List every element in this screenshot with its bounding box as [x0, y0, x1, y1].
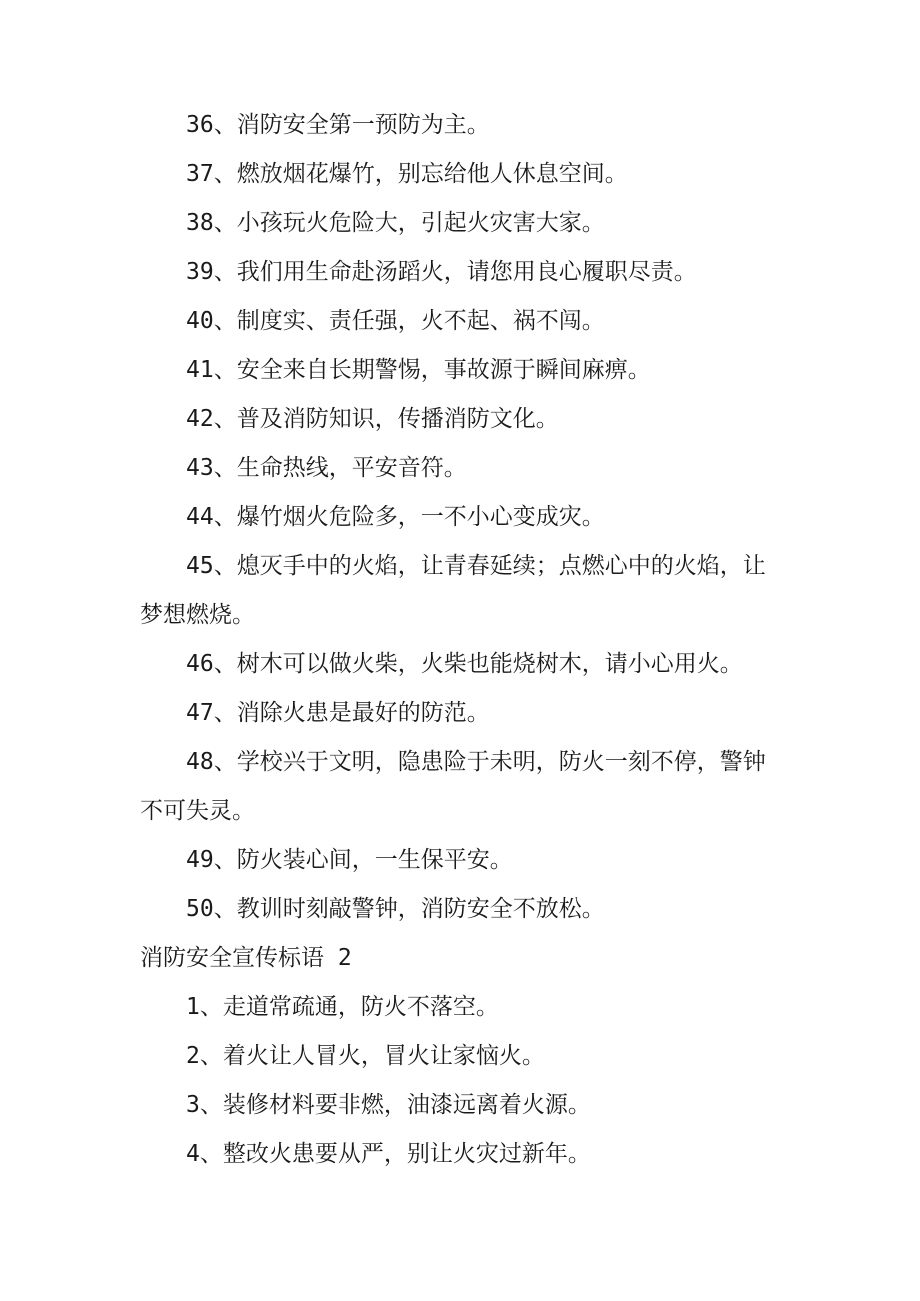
slogan-item-4: 4、整改火患要从严，别让火灾过新年。: [186, 1141, 591, 1167]
slogan-item-41: 41、安全来自长期警惕，事故源于瞬间麻痹。: [186, 357, 651, 383]
slogan-item-45: 45、熄灭手中的火焰，让青春延续；点燃心中的火焰，让梦想燃烧。: [140, 553, 766, 628]
slogan-item-39: 39、我们用生命赴汤蹈火，请您用良心履职尽责。: [186, 259, 697, 285]
slogan-item-48: 48、学校兴于文明，隐患险于未明，防火一刻不停，警钟不可失灵。: [140, 749, 766, 824]
slogan-item-46: 46、树木可以做火柴，火柴也能烧树木，请小心用火。: [186, 651, 743, 677]
slogan-item-3: 3、装修材料要非燃，油漆远离着火源。: [186, 1092, 591, 1118]
document-body: [140, 101, 780, 1179]
slogan-item-49: 49、防火装心间，一生保平安。: [186, 847, 513, 873]
slogan-item-37: 37、燃放烟花爆竹，别忘给他人休息空间。: [186, 161, 628, 187]
slogan-item-40: 40、制度实、责任强，火不起、祸不闯。: [186, 308, 605, 334]
slogan-item-47: 47、消除火患是最好的防范。: [186, 700, 490, 726]
slogan-item-50: 50、教训时刻敲警钟，消防安全不放松。: [186, 896, 605, 922]
slogan-item-38: 38、小孩玩火危险大，引起火灾害大家。: [186, 210, 605, 236]
slogan-item-36: 36、消防安全第一预防为主。: [186, 112, 490, 138]
slogan-item-43: 43、生命热线，平安音符。: [186, 455, 467, 481]
slogan-item-42: 42、普及消防知识，传播消防文化。: [186, 406, 559, 432]
section-heading: 消防安全宣传标语 2: [140, 945, 352, 971]
slogan-item-1: 1、走道常疏通，防火不落空。: [186, 994, 499, 1020]
slogan-item-44: 44、爆竹烟火危险多，一不小心变成灾。: [186, 504, 605, 530]
slogan-item-2: 2、着火让人冒火，冒火让家恼火。: [186, 1043, 545, 1069]
